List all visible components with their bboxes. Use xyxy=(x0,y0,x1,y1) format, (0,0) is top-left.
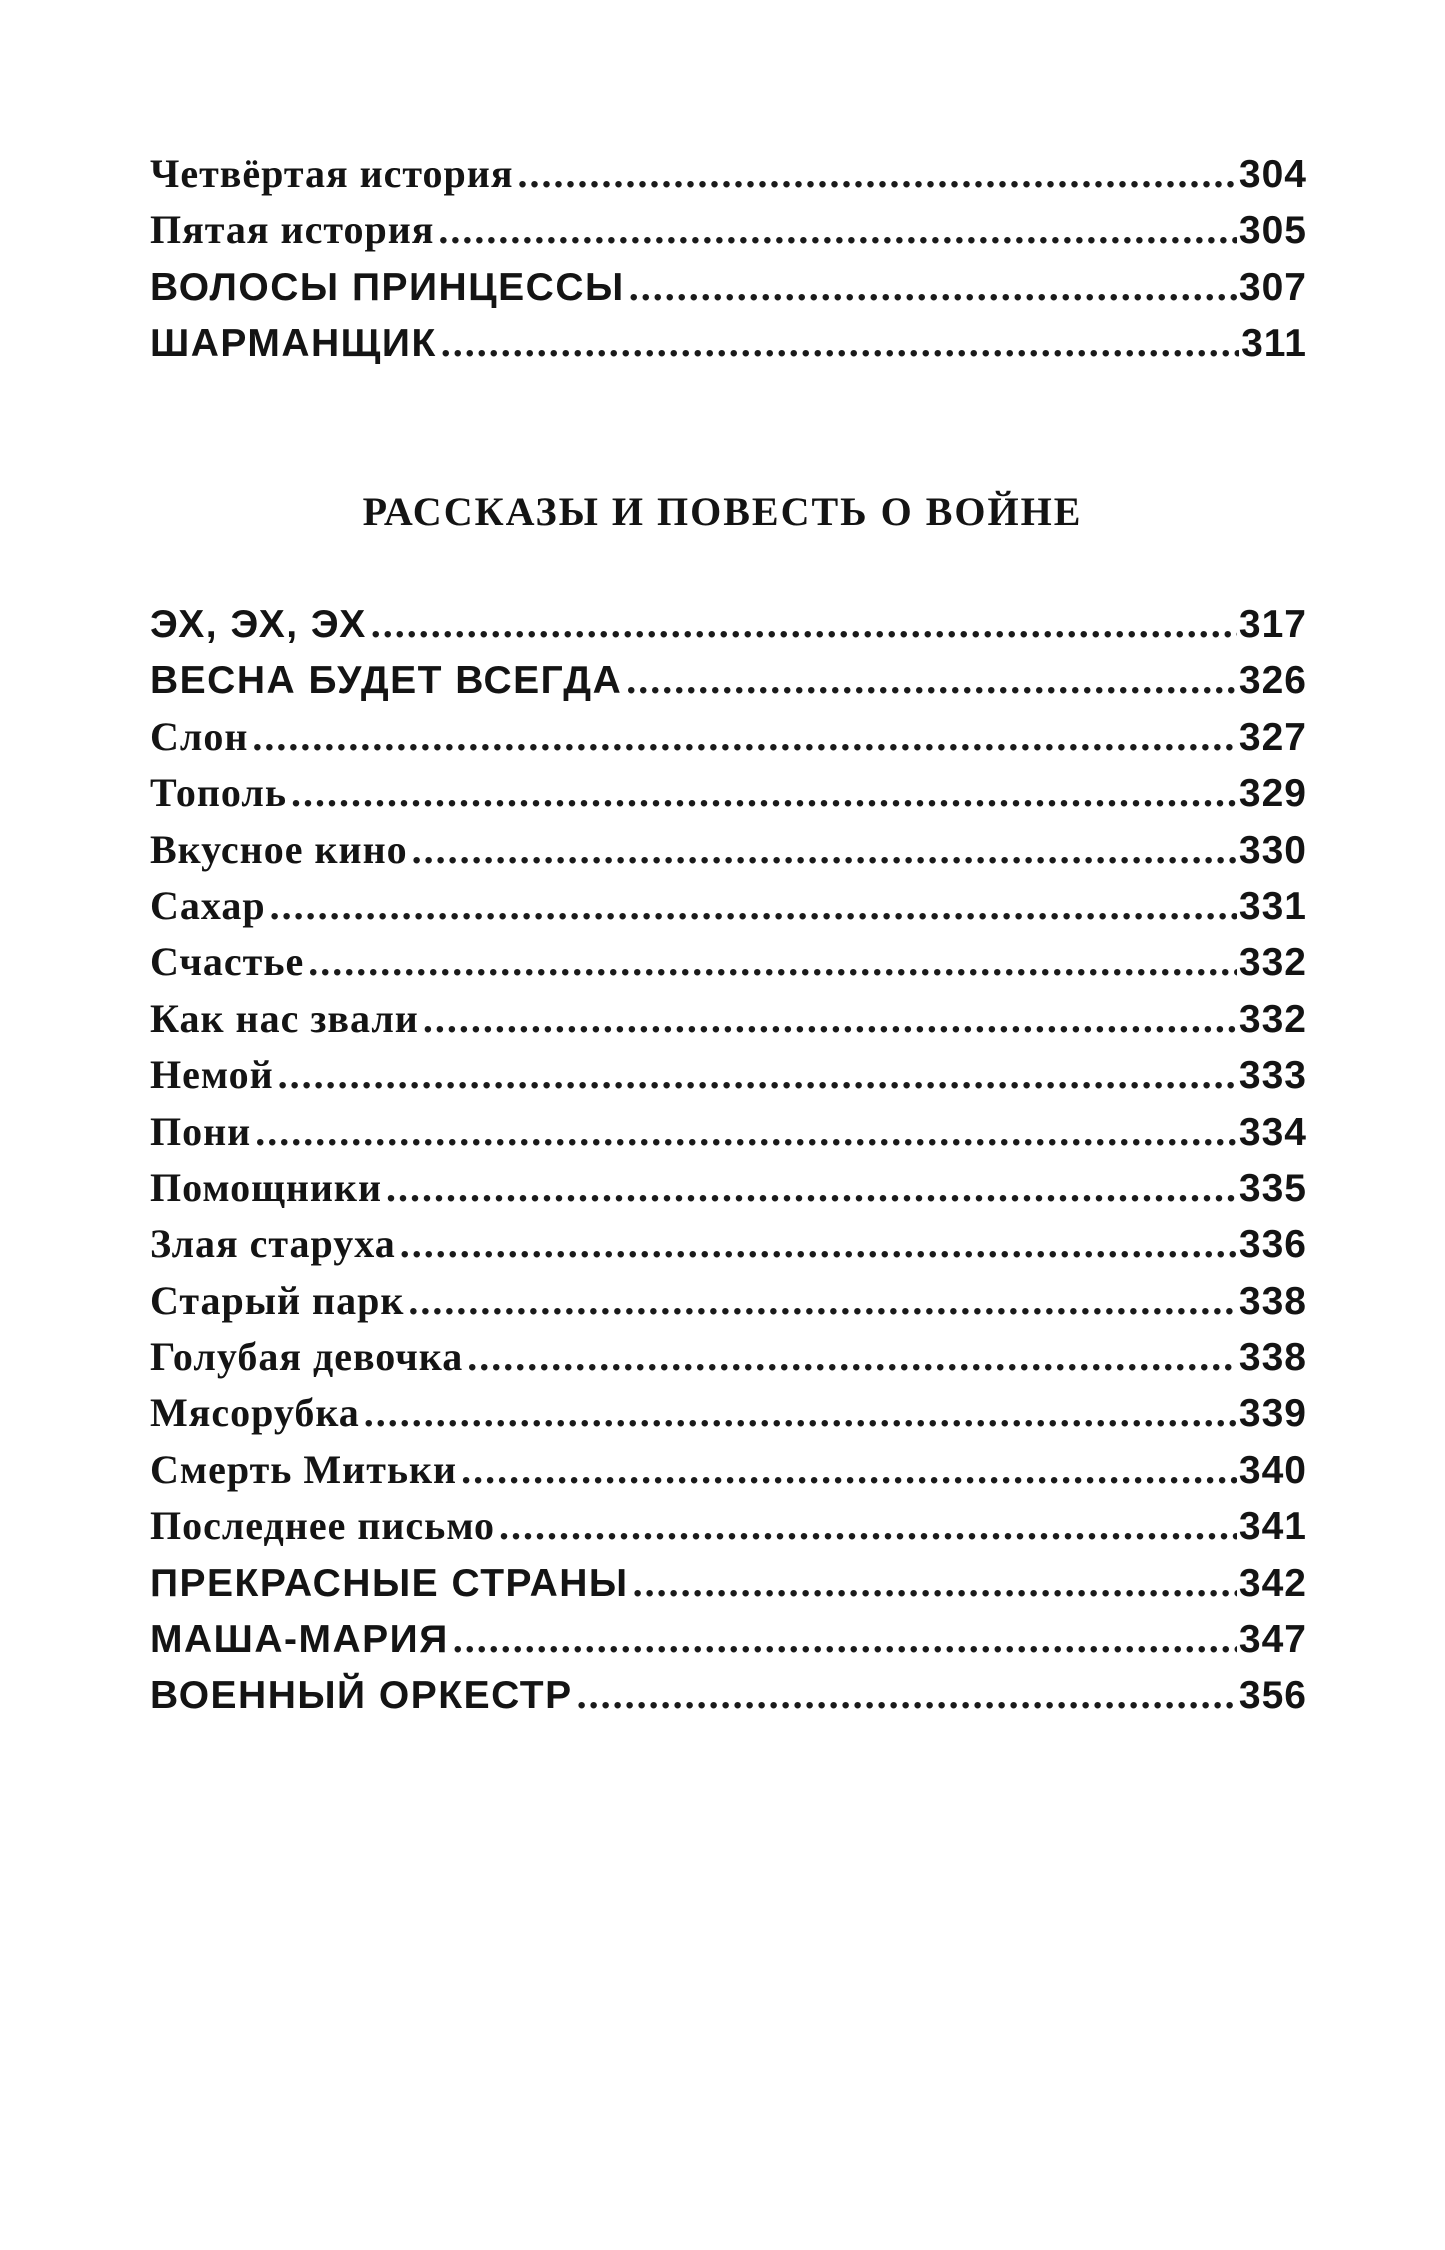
toc-entry-page-number: 347 xyxy=(1238,1618,1307,1662)
dot-leader xyxy=(633,1559,1237,1606)
dot-leader xyxy=(412,826,1237,873)
toc-entry-title: Голубая девочка xyxy=(150,1334,464,1380)
toc-entry xyxy=(150,882,1307,938)
toc-entry xyxy=(150,1671,1307,1727)
toc-entry-page-number: 329 xyxy=(1238,772,1307,816)
toc-entry-title: ЭХ, ЭХ, ЭХ xyxy=(150,603,367,646)
dot-leader xyxy=(441,319,1239,366)
dot-leader xyxy=(626,656,1237,703)
toc-entry-page-number: 338 xyxy=(1238,1279,1307,1323)
toc-entry-title: Смерть Митьки xyxy=(150,1446,458,1492)
toc-entry-page-number: 341 xyxy=(1238,1505,1307,1549)
toc-entry xyxy=(150,1277,1307,1333)
toc-entry-title: ШАРМАНЩИК xyxy=(150,322,437,366)
dot-leader xyxy=(461,1446,1237,1493)
dot-leader xyxy=(270,882,1237,929)
toc-entry-page-number: 335 xyxy=(1238,1166,1307,1210)
toc-entry-title: МАША-МАРИЯ xyxy=(150,1618,449,1662)
toc-entry xyxy=(150,600,1307,656)
dot-leader xyxy=(577,1671,1237,1718)
toc-entry xyxy=(150,1051,1307,1107)
dot-leader xyxy=(371,600,1237,647)
toc-entry-title: Пони xyxy=(150,1108,252,1154)
toc-entry-page-number: 330 xyxy=(1238,828,1307,872)
toc-entry xyxy=(150,206,1307,262)
toc-entry-page-number: 338 xyxy=(1238,1336,1307,1380)
toc-entry-page-number: 326 xyxy=(1238,659,1307,703)
toc-entry-page-number: 339 xyxy=(1238,1392,1307,1436)
dot-leader xyxy=(499,1502,1237,1549)
toc-entry-page-number: 331 xyxy=(1238,884,1307,928)
toc-entry xyxy=(150,319,1307,375)
dot-leader xyxy=(629,263,1237,310)
toc-entry-page-number: 304 xyxy=(1238,153,1307,196)
toc-entry xyxy=(150,1333,1307,1389)
dot-leader xyxy=(438,206,1237,253)
toc-entry-page-number: 305 xyxy=(1238,209,1307,253)
toc-entry-title: Тополь xyxy=(150,770,287,816)
toc-entry xyxy=(150,1615,1307,1671)
dot-leader xyxy=(252,713,1237,760)
toc-entry xyxy=(150,263,1307,319)
toc-entry xyxy=(150,713,1307,769)
dot-leader xyxy=(278,1051,1237,1098)
toc-entry-title: ПРЕКРАСНЫЕ СТРАНЫ xyxy=(150,1561,629,1605)
toc-entry xyxy=(150,1220,1307,1276)
toc-entry-title: Слон xyxy=(150,713,249,759)
toc-entry-page-number: 356 xyxy=(1238,1674,1307,1718)
toc-entry-title: Помощники xyxy=(150,1164,383,1210)
dot-leader xyxy=(291,769,1237,816)
dot-leader xyxy=(386,1164,1237,1211)
toc-entry-page-number: 327 xyxy=(1238,715,1307,759)
toc-entry-title: ВОЛОСЫ ПРИНЦЕССЫ xyxy=(150,265,625,309)
toc-entry xyxy=(150,1559,1307,1615)
dot-leader xyxy=(408,1277,1237,1324)
toc-entry xyxy=(150,938,1307,994)
toc-entry-page-number: 333 xyxy=(1238,1054,1307,1098)
dot-leader xyxy=(308,938,1237,985)
dot-leader xyxy=(453,1615,1237,1662)
toc-entry xyxy=(150,1164,1307,1220)
toc-entry-title: Злая старуха xyxy=(150,1221,396,1267)
dot-leader xyxy=(467,1333,1237,1380)
toc-entry-page-number: 307 xyxy=(1238,265,1307,309)
toc-entry-title: Четвёртая история xyxy=(150,151,514,196)
toc-entry-page-number: 317 xyxy=(1238,603,1307,646)
toc-entry-title: Старый парк xyxy=(150,1277,405,1323)
dot-leader xyxy=(255,1108,1237,1155)
toc-entry-title: Как нас звали xyxy=(150,995,419,1041)
dot-leader xyxy=(517,150,1236,197)
toc-entry xyxy=(150,150,1307,206)
toc-entry-page-number: 332 xyxy=(1238,941,1307,985)
toc-entry xyxy=(150,656,1307,712)
dot-leader xyxy=(423,995,1237,1042)
section-heading: РАССКАЗЫ И ПОВЕСТЬ О ВОЙНЕ xyxy=(362,489,1083,534)
toc-list-top xyxy=(150,150,1307,376)
toc-entry-title: Пятая история xyxy=(150,207,435,253)
toc-entry xyxy=(150,1502,1307,1558)
toc-entry-title: ВОЕННЫЙ ОРКЕСТР xyxy=(150,1674,573,1718)
toc-entry xyxy=(150,1108,1307,1164)
toc-entry-title: Вкусное кино xyxy=(150,826,408,872)
toc-entry-page-number: 336 xyxy=(1238,1223,1307,1267)
toc-list-war-stories xyxy=(150,600,1307,1728)
toc-entry xyxy=(150,995,1307,1051)
toc-entry-title: Немой xyxy=(150,1052,274,1098)
toc-entry xyxy=(150,826,1307,882)
toc-entry xyxy=(150,1389,1307,1445)
toc-entry-page-number: 334 xyxy=(1238,1110,1307,1154)
toc-entry xyxy=(150,769,1307,825)
dot-leader xyxy=(364,1389,1237,1436)
toc-entry-page-number: 311 xyxy=(1241,322,1307,366)
toc-entry-title: Мясорубка xyxy=(150,1390,360,1436)
toc-entry-title: Последнее письмо xyxy=(150,1503,496,1549)
toc-entry-title: Счастье xyxy=(150,939,305,985)
toc-entry-page-number: 332 xyxy=(1238,997,1307,1041)
toc-entry-page-number: 340 xyxy=(1238,1448,1307,1492)
toc-entry xyxy=(150,1446,1307,1502)
toc-entry-title: Сахар xyxy=(150,882,266,928)
toc-entry-page-number: 342 xyxy=(1238,1561,1307,1605)
toc-entry-title: ВЕСНА БУДЕТ ВСЕГДА xyxy=(150,659,623,703)
dot-leader xyxy=(400,1220,1237,1267)
